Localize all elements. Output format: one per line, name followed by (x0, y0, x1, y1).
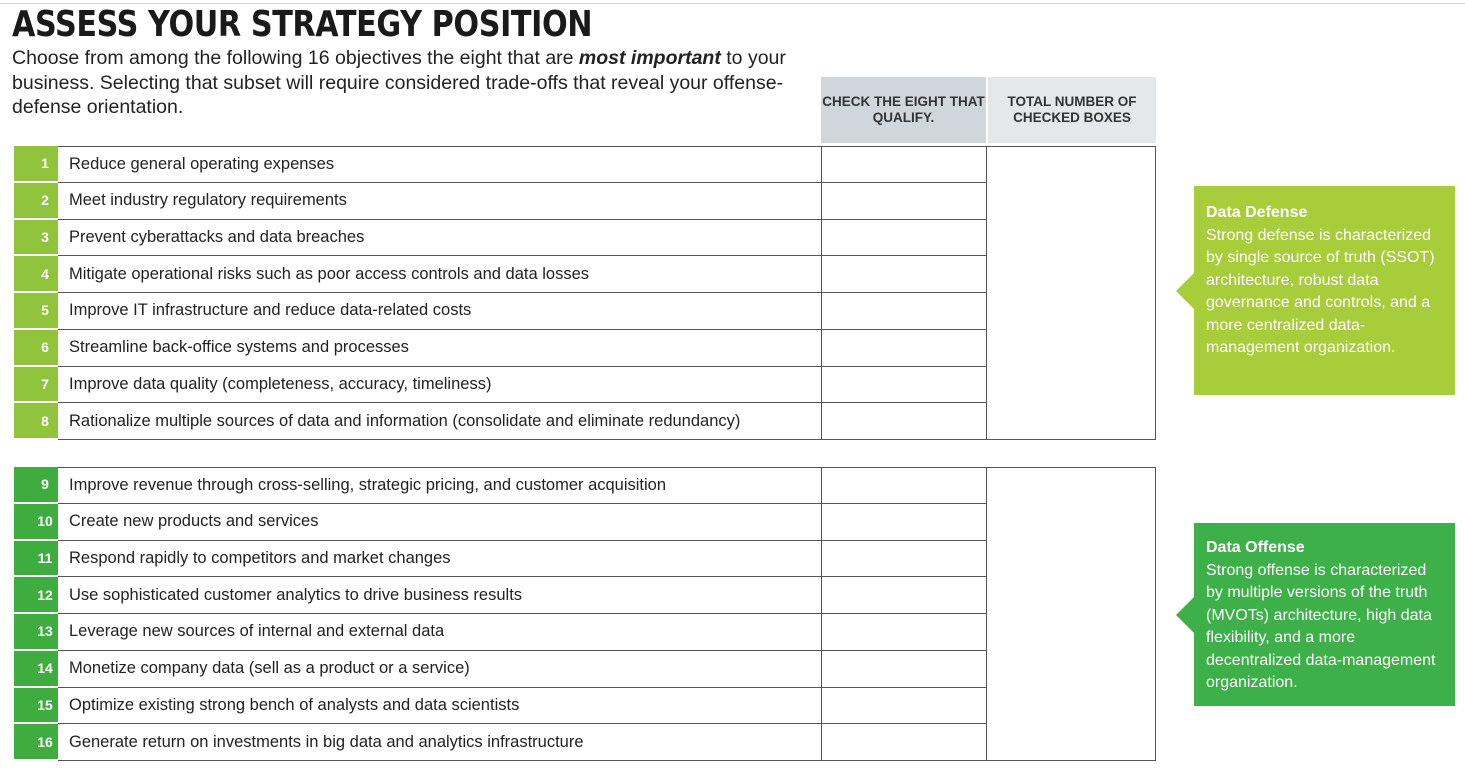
row-number: 10 (14, 504, 58, 541)
table-row (14, 504, 1156, 541)
data-offense-callout (1194, 523, 1455, 706)
row-number: 2 (14, 183, 58, 220)
check-box[interactable] (821, 183, 987, 220)
check-box[interactable] (821, 256, 987, 293)
check-box[interactable] (821, 614, 987, 651)
objective-label: Prevent cyberattacks and data breaches (58, 220, 821, 257)
row-number: 12 (14, 577, 58, 614)
row-number: 3 (14, 220, 58, 257)
check-box[interactable] (821, 403, 987, 440)
check-box[interactable] (821, 220, 987, 257)
objective-label: Monetize company data (sell as a product or a service) (58, 651, 821, 688)
row-number: 6 (14, 330, 58, 367)
objective-label: Improve data quality (completeness, accuracy, timeliness) (58, 367, 821, 404)
table-row (14, 367, 1156, 404)
row-number: 4 (14, 256, 58, 293)
objective-label: Optimize existing strong bench of analysts and data scientists (58, 688, 821, 725)
row-number: 15 (14, 688, 58, 725)
data-offense-title: Data Offense (1206, 539, 1305, 556)
data-defense-body: Strong defense is characterized by single source of truth (SSOT) architecture, robust data governance and controls, and a more centralized data-management organization. (1206, 226, 1435, 356)
row-number: 16 (14, 724, 58, 761)
objective-label: Improve IT infrastructure and reduce data-related costs (58, 293, 821, 330)
objective-label: Improve revenue through cross-selling, strategic pricing, and customer acquisition (58, 467, 821, 504)
table-row (14, 467, 1156, 504)
table-row (14, 403, 1156, 440)
row-number: 9 (14, 467, 58, 504)
table-row (14, 330, 1156, 367)
row-number: 5 (14, 293, 58, 330)
objective-label: Use sophisticated customer analytics to drive business results (58, 577, 821, 614)
objective-label: Create new products and services (58, 504, 821, 541)
table-row (14, 220, 1156, 257)
table-row (14, 146, 1156, 183)
check-box[interactable] (821, 724, 987, 761)
row-number: 7 (14, 367, 58, 404)
check-box[interactable] (821, 577, 987, 614)
check-box[interactable] (821, 467, 987, 504)
table-row (14, 541, 1156, 578)
intro-text-lead: Choose from among the following 16 objectives the eight that are (12, 47, 579, 69)
total-column-header-text: TOTAL NUMBER OF CHECKED BOXES (1007, 94, 1137, 125)
objective-label: Respond rapidly to competitors and market changes (58, 541, 821, 578)
objective-label: Meet industry regulatory requirements (58, 183, 821, 220)
table-row (14, 256, 1156, 293)
row-number: 13 (14, 614, 58, 651)
data-defense-callout (1194, 186, 1455, 395)
row-number: 1 (14, 146, 58, 183)
table-row (14, 614, 1156, 651)
row-number: 11 (14, 541, 58, 578)
check-column-header (821, 77, 986, 143)
check-box[interactable] (821, 688, 987, 725)
check-box[interactable] (821, 293, 987, 330)
page-title: ASSESS YOUR STRATEGY POSITION (12, 4, 593, 45)
objective-label: Mitigate operational risks such as poor access controls and data losses (58, 256, 821, 293)
check-box[interactable] (821, 330, 987, 367)
offense-objectives-table (14, 467, 1156, 761)
check-box[interactable] (821, 504, 987, 541)
objective-label: Rationalize multiple sources of data and information (consolidate and eliminate redundancy) (58, 403, 821, 440)
row-number: 14 (14, 651, 58, 688)
table-row (14, 293, 1156, 330)
intro-text (12, 46, 812, 120)
data-offense-body: Strong offense is characterized by multiple versions of the truth (MVOTs) architecture, high data flexibility, and a more decentralized data-management organization. (1206, 561, 1436, 691)
defense-objectives-table (14, 146, 1156, 440)
table-row (14, 724, 1156, 761)
intro-emphasis: most important (578, 47, 721, 69)
table-row (14, 577, 1156, 614)
objective-label: Leverage new sources of internal and external data (58, 614, 821, 651)
table-row (14, 651, 1156, 688)
check-column-header-text: CHECK THE EIGHT THAT QUALIFY. (822, 94, 985, 125)
check-box[interactable] (821, 367, 987, 404)
total-column-header (988, 77, 1156, 143)
table-row (14, 688, 1156, 725)
table-row (14, 183, 1156, 220)
data-defense-title: Data Defense (1206, 204, 1308, 221)
check-box[interactable] (821, 541, 987, 578)
objective-label: Streamline back-office systems and processes (58, 330, 821, 367)
row-number: 8 (14, 403, 58, 440)
intro-text-rest: to your business. Selecting that subset will require considered trade-offs that reveal your offense-defense orientation. (12, 47, 786, 118)
check-box[interactable] (821, 146, 987, 183)
objective-label: Generate return on investments in big data and analytics infrastructure (58, 724, 821, 761)
check-box[interactable] (821, 651, 987, 688)
objective-label: Reduce general operating expenses (58, 146, 821, 183)
